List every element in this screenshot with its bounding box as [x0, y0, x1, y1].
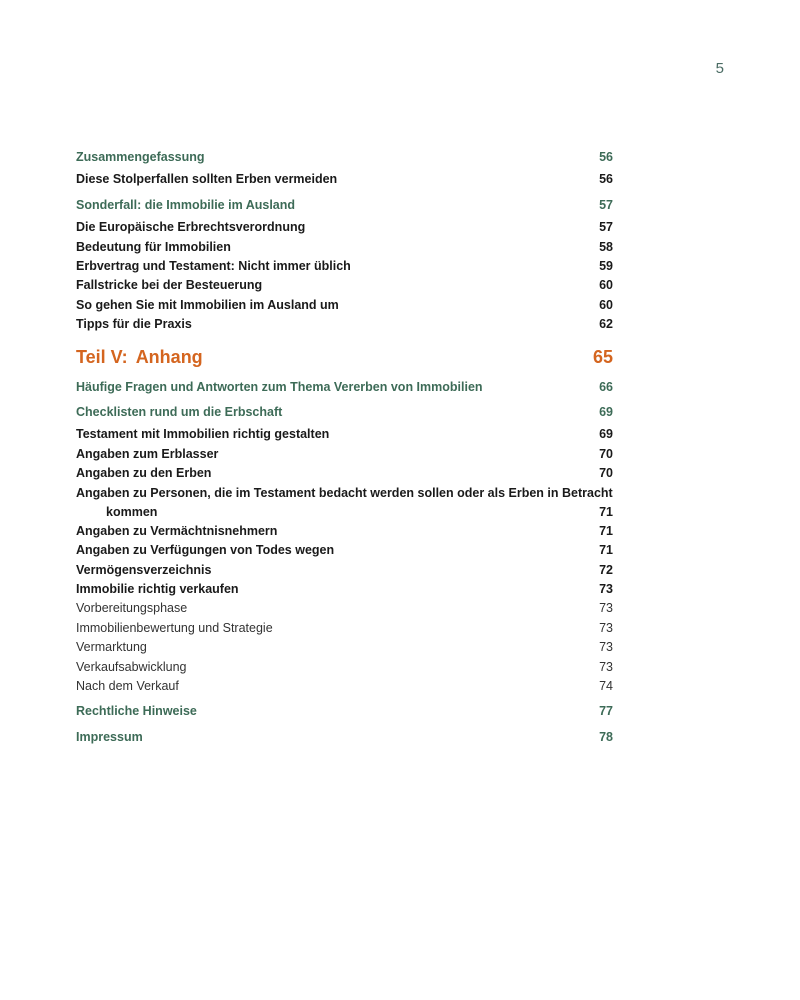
- toc-entry-title-continued: kommen: [106, 504, 158, 519]
- toc-entry[interactable]: [76, 522, 613, 541]
- toc-subentry[interactable]: [76, 619, 613, 638]
- toc-entry-page: 71: [599, 523, 613, 538]
- toc-entry[interactable]: [76, 218, 613, 237]
- toc-entry-title: Tipps für die Praxis: [76, 317, 192, 332]
- toc-entry-title: Sonderfall: die Immobilie im Ausland: [76, 197, 296, 212]
- toc-entry[interactable]: [76, 561, 613, 580]
- toc-section-heading[interactable]: [76, 728, 613, 747]
- toc-entry-page: 56: [599, 172, 613, 187]
- toc-entry-page: 69: [599, 405, 613, 420]
- toc-entry[interactable]: [76, 296, 613, 315]
- toc-entry[interactable]: [76, 445, 613, 464]
- toc-entry-page: 78: [599, 729, 613, 744]
- toc-entry-title: Impressum: [76, 729, 143, 744]
- toc-entry-title: Vorbereitungsphase: [76, 601, 188, 616]
- toc-entry-title: Fallstricke bei der Besteuerung: [76, 278, 263, 293]
- toc-entry-title: Checklisten rund um die Erbschaft: [76, 405, 283, 420]
- toc-section-heading[interactable]: [76, 196, 613, 215]
- toc-entry-title: Nach dem Verkauf: [76, 678, 179, 693]
- toc-entry-page: 60: [599, 297, 613, 312]
- toc-entry-title: [76, 344, 203, 370]
- toc-entry[interactable]: [76, 238, 613, 257]
- toc-entry-page: 73: [599, 601, 613, 616]
- toc-part-heading[interactable]: [76, 344, 613, 370]
- toc-subentry[interactable]: [76, 677, 613, 696]
- toc-section-heading[interactable]: [76, 378, 613, 397]
- toc-entry-title: Immobilie richtig verkaufen: [76, 581, 239, 596]
- toc-entry-page: 72: [599, 562, 613, 577]
- toc-entry-title: Vermarktung: [76, 640, 147, 655]
- toc-section-heading[interactable]: [76, 148, 613, 167]
- toc-entry-page: 71: [599, 504, 613, 519]
- table-of-contents: [76, 148, 613, 750]
- toc-entry[interactable]: [76, 484, 613, 522]
- toc-entry-title: Angaben zu Vermächtnisnehmern: [76, 523, 278, 538]
- toc-entry-page: 73: [599, 620, 613, 635]
- toc-entry-page: 56: [599, 150, 613, 164]
- toc-entry-page: 66: [599, 379, 613, 394]
- toc-entry-title: Die Europäische Erbrechtsverordnung: [76, 220, 306, 235]
- toc-entry-title: Diese Stolperfallen sollten Erben vermeiden: [76, 172, 338, 187]
- toc-entry[interactable]: [76, 541, 613, 560]
- toc-entry-page: 73: [599, 581, 613, 596]
- toc-entry-title: Häufige Fragen und Antworten zum Thema Vererben von Immobilien: [76, 379, 483, 394]
- toc-entry-page: 65: [592, 346, 613, 367]
- toc-subentry[interactable]: [76, 658, 613, 677]
- toc-subentry[interactable]: [76, 638, 613, 657]
- toc-section-heading[interactable]: [76, 702, 613, 721]
- toc-entry-page: 71: [599, 543, 613, 558]
- toc-entry-page: 59: [599, 259, 613, 274]
- toc-entry-title: Angaben zum Erblasser: [76, 446, 219, 461]
- toc-entry-title: Vermögensverzeichnis: [76, 562, 212, 577]
- toc-entry-title: Erbvertrag und Testament: Nicht immer üblich: [76, 259, 351, 274]
- toc-entry-page: 74: [599, 678, 613, 693]
- toc-entry-title: Testament mit Immobilien richtig gestalten: [76, 427, 330, 442]
- toc-subentry[interactable]: [76, 599, 613, 618]
- toc-entry-page: 58: [599, 239, 613, 254]
- toc-entry-title: Immobilienbewertung und Strategie: [76, 620, 273, 635]
- toc-entry-title: Rechtliche Hinweise: [76, 704, 197, 719]
- toc-entry-page: 77: [599, 704, 613, 719]
- part-label: Teil V:: [76, 346, 128, 367]
- toc-entry-title: So gehen Sie mit Immobilien im Ausland um: [76, 297, 339, 312]
- toc-entry[interactable]: [76, 464, 613, 483]
- toc-entry-title: Angaben zu Personen, die im Testament bedacht werden sollen oder als Erben in Betracht: [76, 485, 613, 500]
- toc-entry-title: Verkaufsabwicklung: [76, 659, 187, 674]
- toc-entry-page: 70: [599, 446, 613, 461]
- toc-entry[interactable]: [76, 425, 613, 444]
- toc-entry-title: Zusammengefassung: [76, 150, 205, 164]
- toc-entry-page: 73: [599, 659, 613, 674]
- page-number: 5: [715, 60, 724, 77]
- toc-entry-title: Angaben zu Verfügungen von Todes wegen: [76, 543, 335, 558]
- toc-entry[interactable]: [76, 257, 613, 276]
- toc-entry[interactable]: [76, 276, 613, 295]
- toc-entry-title: Angaben zu den Erben: [76, 466, 212, 481]
- toc-entry-page: 62: [599, 317, 613, 332]
- toc-entry[interactable]: [76, 170, 613, 189]
- toc-entry-page: 60: [599, 278, 613, 293]
- part-title: Anhang: [135, 346, 203, 367]
- toc-entry-page: 57: [599, 220, 613, 235]
- toc-entry-page: 70: [599, 466, 613, 481]
- toc-entry-page: 73: [599, 640, 613, 655]
- toc-entry[interactable]: [76, 315, 613, 334]
- toc-entry-title: Bedeutung für Immobilien: [76, 239, 231, 254]
- toc-entry-page: 69: [599, 427, 613, 442]
- toc-entry-page: 57: [599, 197, 613, 212]
- toc-entry[interactable]: [76, 580, 613, 599]
- toc-section-heading[interactable]: [76, 403, 613, 422]
